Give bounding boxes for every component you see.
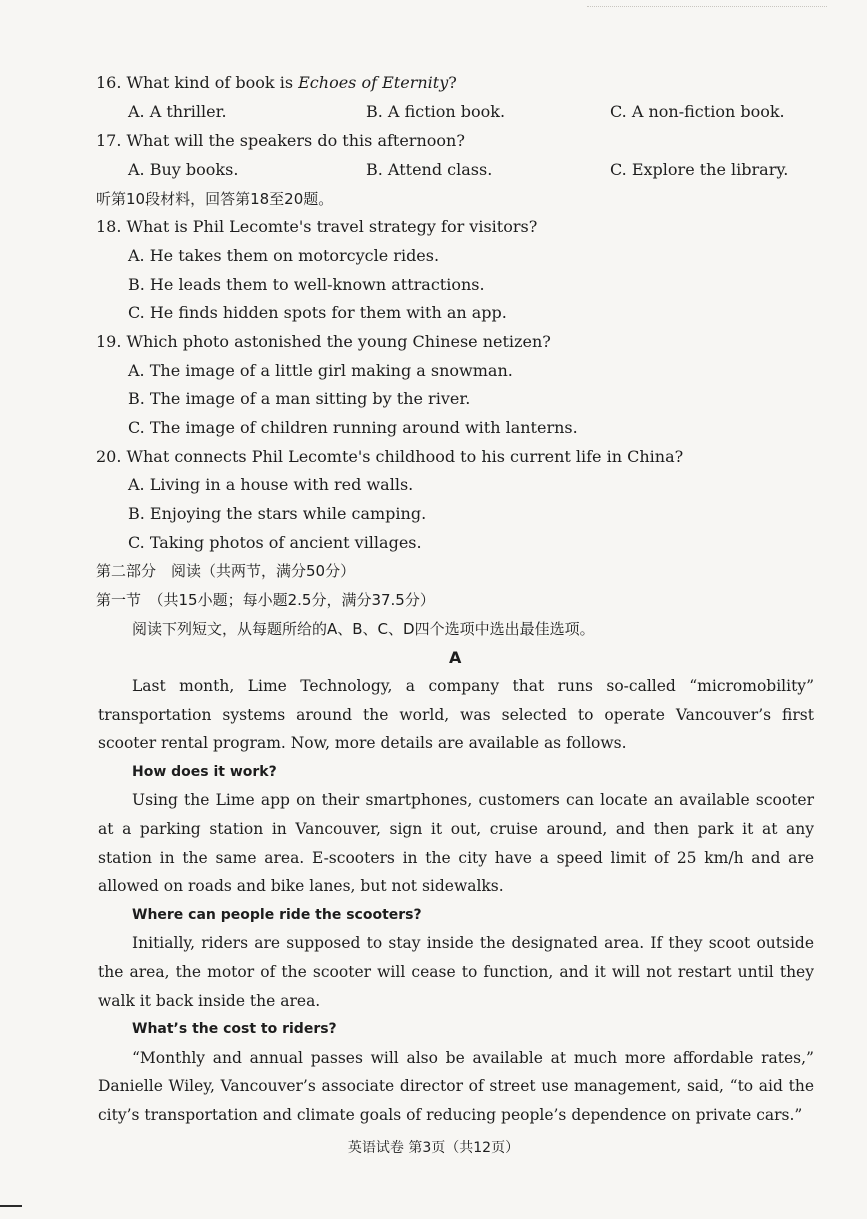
question-20-option-a: A. Living in a house with red walls. xyxy=(128,475,414,494)
question-16-option-b: B. A fiction book. xyxy=(366,102,506,121)
question-19-option-b: B. The image of a man sitting by the river. xyxy=(128,389,471,408)
question-19-option-a: A. The image of a little girl making a snowman. xyxy=(128,361,513,380)
passage-paragraph-how: Using the Lime app on their smartphones, customers can locate an available scooter at a parking station in Vancouver, sign it out, cruise around, and then park it at any station in the same area. E-scooters in the city have a speed limit of 25 km/h and are allowed on roads and bike lanes, but not sidewalks. xyxy=(98,791,814,896)
question-18-stem: 18. What is Phil Lecomte's travel strategy for visitors? xyxy=(96,217,538,236)
question-17-option-c: C. Explore the library. xyxy=(610,160,789,179)
question-18-option-a: A. He takes them on motorcycle rides. xyxy=(128,246,440,265)
listening-instruction: 听第10段材料，回答第18至20题。 xyxy=(96,190,334,208)
question-16-option-c: C. A non-fiction book. xyxy=(610,102,785,121)
passage-intro: Last month, Lime Technology, a company that runs so-called “micromobility” transportation systems around the world, was selected to operate Vancouver’s first scooter rental program. Now, more details are available as follows. xyxy=(98,677,814,753)
part-two-heading: 第二部分 阅读（共两节，满分50分） xyxy=(96,562,356,580)
question-19-option-c: C. The image of children running around with lanterns. xyxy=(128,418,578,437)
passage-subheading-cost: What’s the cost to riders? xyxy=(132,1021,337,1038)
scan-artifact xyxy=(587,6,827,10)
question-18-option-b: B. He leads them to well-known attractions. xyxy=(128,275,485,294)
reading-instruction: 阅读下列短文，从每题所给的A、B、C、D四个选项中选出最佳选项。 xyxy=(132,620,595,638)
question-16-stem: 16. What kind of book is Echoes of Eternity? xyxy=(96,73,457,92)
question-20-stem: 20. What connects Phil Lecomte's childhood to his current life in China? xyxy=(96,447,684,466)
question-19-stem: 19. Which photo astonished the young Chinese netizen? xyxy=(96,332,551,351)
passage-a xyxy=(98,672,814,1130)
question-17-option-a: A. Buy books. xyxy=(128,160,239,179)
page-footer: 英语试卷 第3页（共12页） xyxy=(347,1140,520,1156)
question-16-option-a: A. A thriller. xyxy=(128,102,227,121)
passage-paragraph-where: Initially, riders are supposed to stay inside the designated area. If they scoot outside the area, the motor of the scooter will cease to function, and it will not restart until they walk it back inside the area. xyxy=(98,934,814,1010)
question-20-option-b: B. Enjoying the stars while camping. xyxy=(128,504,427,523)
question-18-option-c: C. He finds hidden spots for them with an app. xyxy=(128,303,507,322)
scan-edge-mark xyxy=(0,1205,22,1207)
section-one-heading: 第一节 （共15小题；每小题2.5分，满分37.5分） xyxy=(96,591,435,609)
question-20-option-c: C. Taking photos of ancient villages. xyxy=(128,533,422,552)
question-17-option-b: B. Attend class. xyxy=(366,160,493,179)
passage-paragraph-cost: “Monthly and annual passes will also be available at much more affordable rates,” Danielle Wiley, Vancouver’s associate director of street use management, said, “to aid the city’s transportation and climate goals of reducing people’s dependence on private cars.” xyxy=(98,1048,814,1124)
question-17-stem: 17. What will the speakers do this afternoon? xyxy=(96,131,465,150)
passage-subheading-where: Where can people ride the scooters? xyxy=(132,906,422,923)
passage-label: A xyxy=(449,648,462,667)
passage-subheading-how: How does it work? xyxy=(132,763,277,780)
